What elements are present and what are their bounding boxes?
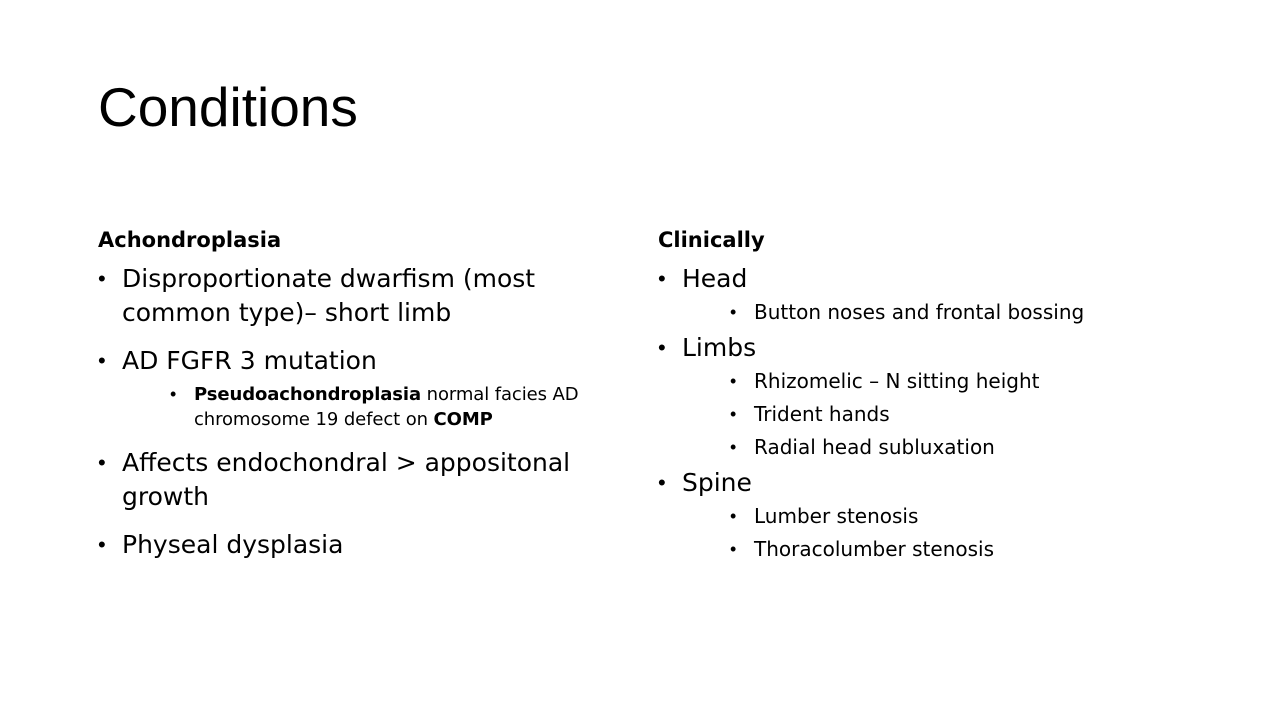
- list-item-head: [658, 262, 1218, 325]
- sub-list-item-text: Rhizomelic – N sitting height: [754, 369, 1040, 393]
- left-column: [98, 226, 638, 562]
- list-item: [98, 528, 638, 562]
- sub-list-item-text: Thoracolumber stenosis: [754, 537, 995, 561]
- bullet-icon: •: [658, 266, 666, 291]
- list-item-limbs: [658, 331, 1218, 460]
- bullet-icon: •: [730, 404, 737, 424]
- list-item-spine: [658, 466, 1218, 562]
- slide-title: Conditions: [98, 76, 358, 138]
- term-pseudoachondroplasia: Pseudoachondroplasia: [194, 384, 422, 405]
- sub-list-item: [170, 382, 638, 432]
- sub-list-item-text: normal facies AD chromosome 19 defect on: [194, 384, 579, 430]
- list-item-text: Limbs: [682, 333, 757, 362]
- bullet-icon: •: [98, 450, 106, 475]
- sub-list-item: [730, 504, 1218, 529]
- bullet-icon: •: [730, 506, 737, 526]
- list-item-text: Head: [682, 264, 748, 293]
- sub-bullet-list: [170, 382, 638, 432]
- bullet-icon: •: [658, 335, 666, 360]
- sub-list-item: [730, 537, 1218, 562]
- sub-list-item: [730, 369, 1218, 394]
- bullet-icon: •: [658, 470, 666, 495]
- term-comp: COMP: [433, 409, 493, 430]
- sub-bullet-list: [730, 369, 1218, 460]
- sub-bullet-list: [730, 504, 1218, 562]
- bullet-icon: •: [730, 539, 737, 559]
- list-item-text: AD FGFR 3 mutation: [122, 346, 377, 375]
- list-item: [98, 262, 638, 330]
- list-item-text: Disproportionate dwarfism (most common type)– short limb: [122, 264, 536, 327]
- list-item-text: Affects endochondral > appositonal growth: [122, 448, 571, 511]
- list-item-text: Spine: [682, 468, 752, 497]
- sub-list-item-text: Lumber stenosis: [754, 504, 919, 528]
- sub-list-item: [730, 402, 1218, 427]
- sub-list-item: [730, 300, 1218, 325]
- sub-list-item-text: Button noses and frontal bossing: [754, 300, 1085, 324]
- bullet-icon: •: [98, 266, 106, 291]
- list-item-text: Physeal dysplasia: [122, 530, 344, 559]
- list-item: [98, 344, 638, 432]
- bullet-icon: •: [170, 384, 177, 404]
- sub-list-item-text: Trident hands: [754, 402, 890, 426]
- left-bullet-list: [98, 262, 638, 562]
- bullet-icon: •: [98, 348, 106, 373]
- bullet-icon: •: [730, 437, 737, 457]
- sub-bullet-list: [730, 300, 1218, 325]
- right-column-heading: Clinically: [658, 228, 765, 252]
- right-column: [658, 226, 1218, 562]
- list-item: [98, 446, 638, 514]
- sub-list-item: [730, 435, 1218, 460]
- left-column-heading: Achondroplasia: [98, 228, 282, 252]
- bullet-icon: •: [98, 532, 106, 557]
- sub-list-item-text: Radial head subluxation: [754, 435, 995, 459]
- bullet-icon: •: [730, 302, 737, 322]
- bullet-icon: •: [730, 371, 737, 391]
- right-bullet-list: [658, 262, 1218, 562]
